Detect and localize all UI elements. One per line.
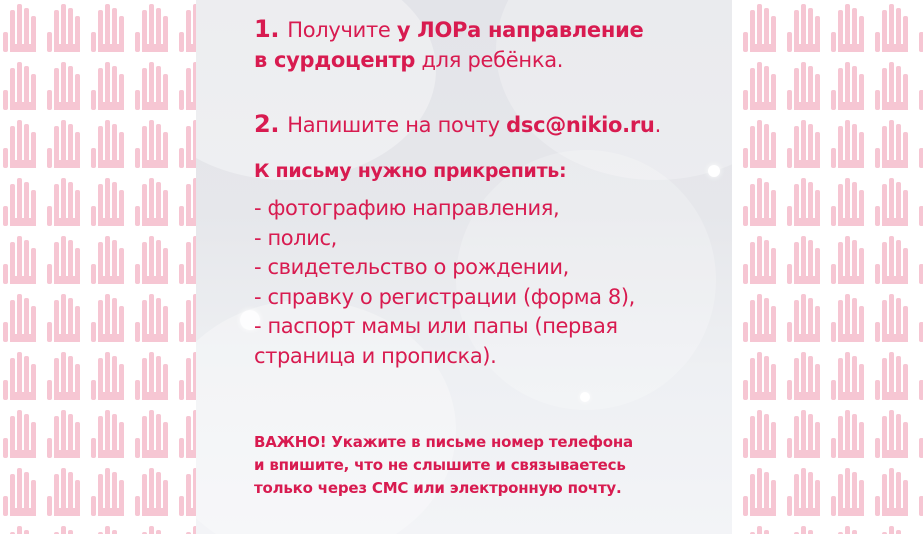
list-item: - свидетельство о рождении, bbox=[254, 255, 569, 279]
hand-pattern-right bbox=[732, 0, 923, 534]
step-1-text-after: для ребёнка. bbox=[415, 48, 564, 72]
list-item: страница и прописка). bbox=[254, 343, 497, 368]
step-1-bold-text: у ЛОРа направление bbox=[396, 18, 644, 42]
attach-heading: К письму нужно прикрепить: bbox=[254, 160, 567, 182]
decor-dot bbox=[708, 165, 720, 177]
info-card bbox=[196, 0, 732, 534]
step-1-text: Получите bbox=[287, 18, 397, 42]
list-item: - паспорт мамы или папы (первая bbox=[254, 314, 618, 338]
step-2-number: 2. bbox=[254, 110, 280, 138]
raised-hand-icon bbox=[0, 0, 196, 534]
attach-list bbox=[254, 194, 635, 371]
important-note bbox=[254, 431, 633, 500]
step-1-number: 1. bbox=[254, 15, 280, 43]
step-2 bbox=[254, 109, 661, 140]
step-1-bold-text-2: в сурдоцентр bbox=[254, 48, 416, 72]
note-line: только через СМС или электронную почту. bbox=[254, 479, 622, 497]
step-2-text-after: . bbox=[654, 113, 661, 137]
step-1 bbox=[254, 14, 643, 75]
note-line: и впишите, что не слышите и связываетесь bbox=[254, 456, 626, 474]
list-item: - справку о регистрации (форма 8), bbox=[254, 284, 635, 309]
email-address: dsc@nikio.ru bbox=[506, 113, 655, 137]
decor-dot bbox=[580, 392, 590, 402]
note-line: ВАЖНО! Укажите в письме номер телефона bbox=[254, 433, 633, 451]
raised-hand-icon bbox=[732, 0, 923, 534]
hand-pattern-left bbox=[0, 0, 196, 534]
list-item: - фотографию направления, bbox=[254, 196, 560, 220]
list-item: - полис, bbox=[254, 225, 337, 250]
step-2-text: Напишите на почту bbox=[287, 113, 507, 137]
